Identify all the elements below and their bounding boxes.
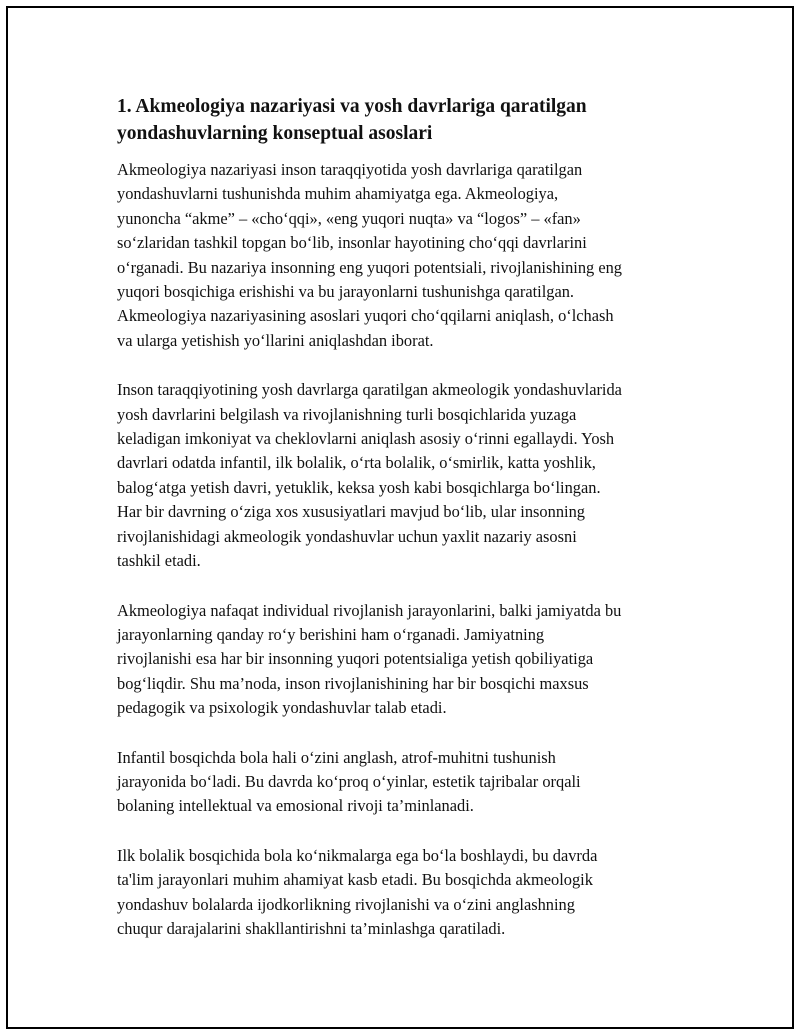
text-line: yosh davrlarini belgilash va rivojlanishning turli bosqichlarida yuzaga [117,404,577,424]
paragraph-age-periods [117,378,697,573]
text-line: o‘rganadi. Bu nazariya insonning eng yuqori potentsiali, rivojlanishining eng [117,257,622,277]
heading-line: yondashuvlarning konseptual asoslari [117,123,433,144]
text-line: Infantil bosqichda bola hali o‘zini anglash, atrof-muhitni tushunish [117,747,556,767]
text-line: rivojlanishidagi akmeologik yondashuvlar uchun yaxlit nazariy asosni [117,526,577,546]
text-line: rivojlanishi esa har bir insonning yuqori potentsialiga yetish qobiliyatiga [117,649,594,669]
section-heading [117,93,697,147]
paragraph-intro [117,158,697,353]
text-line: va ularga yetishish yo‘llarini aniqlashdan iborat. [117,330,434,350]
heading-line: 1. Akmeologiya nazariyasi va yosh davrlariga qaratilgan [117,96,587,117]
paragraph-early-childhood [117,844,697,942]
text-line: yuqori bosqichiga erishishi va bu jarayonlarni tushunishga qaratilgan. [117,282,575,302]
text-line: yunoncha “akme” – «cho‘qqi», «eng yuqori nuqta» va “logos” – «fan» [117,208,581,228]
text-line: yondashuv bolalarda ijodkorlikning rivojlanishi va o‘zini anglashning [117,894,575,914]
text-line: jarayonida bo‘ladi. Bu davrda ko‘proq o‘yinlar, estetik tajribalar orqali [117,771,581,791]
text-line: so‘zlaridan tashkil topgan bo‘lib, insonlar hayotining cho‘qqi davrlarini [117,233,587,253]
text-line: Har bir davrning o‘ziga xos xususiyatlari mavjud bo‘lib, ular insonning [117,502,585,522]
text-line: balog‘atga yetish davri, yetuklik, keksa yosh kabi bosqichlarga bo‘lingan. [117,477,601,497]
text-line: Ilk bolalik bosqichida bola ko‘nikmalarga ega bo‘la boshlaydi, bu davrda [117,845,598,865]
text-line: jarayonlarning qanday ro‘y berishini ham o‘rganadi. Jamiyatning [117,624,545,644]
text-line: bog‘liqdir. Shu ma’noda, inson rivojlanishining har bir bosqichi maxsus [117,673,589,693]
text-line: Akmeologiya nazariyasining asoslari yuqori cho‘qqilarni aniqlash, o‘lchash [117,306,614,326]
text-line: keladigan imkoniyat va cheklovlarni aniqlash asosiy o‘rinni egallaydi. Yosh [117,429,615,449]
document-body [117,93,697,966]
text-line: chuqur darajalarini shakllantirishni ta’minlashga qaratiladi. [117,918,506,938]
paragraph-society [117,599,697,721]
text-line: Akmeologiya nazariyasi inson taraqqiyotida yosh davrlariga qaratilgan [117,160,583,179]
text-line: ta'lim jarayonlari muhim ahamiyat kasb etadi. Bu bosqichda akmeologik [117,870,593,890]
text-line: yondashuvlarni tushunishda muhim ahamiyatga ega. Akmeologiya, [117,184,559,204]
text-line: Akmeologiya nafaqat individual rivojlanish jarayonlarini, balki jamiyatda bu [117,600,622,620]
text-line: bolaning intellektual va emosional rivoji ta’minlanadi. [117,796,474,816]
text-line: Inson taraqqiyotining yosh davrlarga qaratilgan akmeologik yondashuvlarida [117,380,622,400]
text-line: tashkil etadi. [117,551,201,571]
text-line: pedagogik va psixologik yondashuvlar talab etadi. [117,698,447,718]
paragraph-infantile [117,746,697,819]
text-line: davrlari odatda infantil, ilk bolalik, o‘rta bolalik, o‘smirlik, katta yoshlik, [117,453,596,473]
